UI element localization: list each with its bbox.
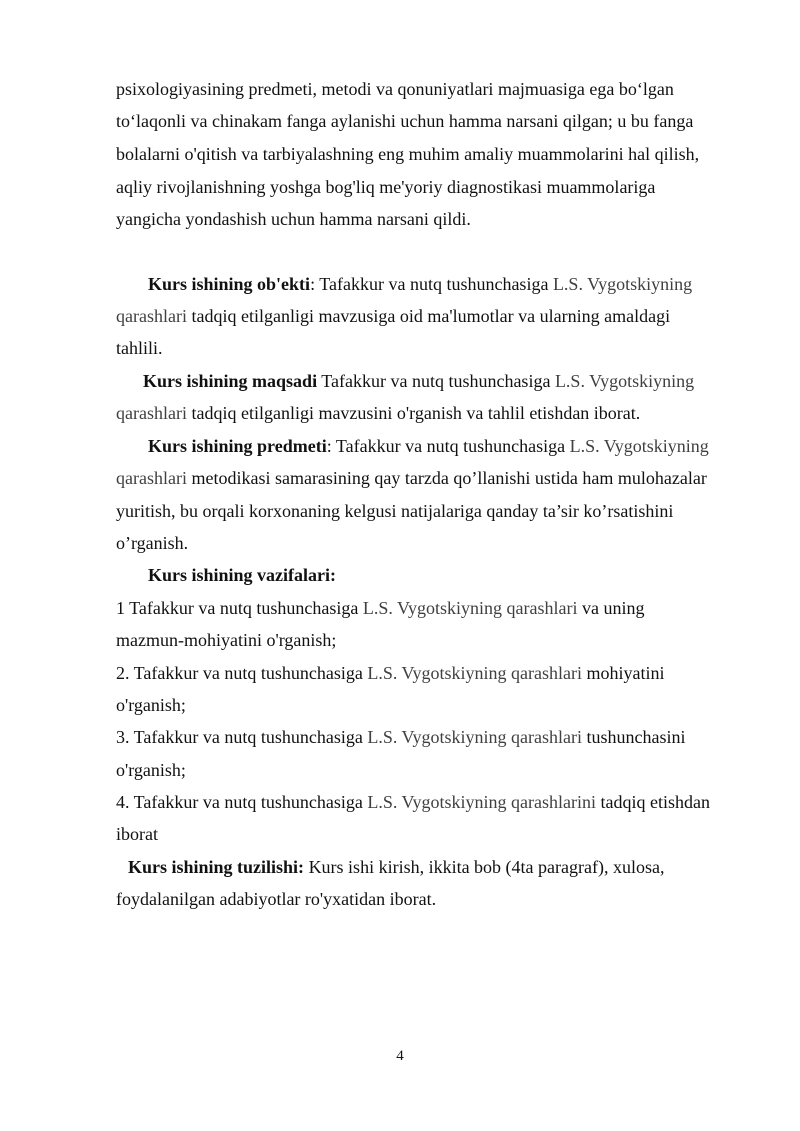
maqsadi-qarashlari: qarashlari: [116, 403, 187, 423]
predmeti-line-3: yuritish, bu orqali korxonaning kelgusi natijalariga qanday ta’sir ko’rsatishini: [116, 501, 674, 521]
predmeti-line-2: [116, 469, 707, 487]
predmeti-author: L.S. Vygotskiyning: [569, 436, 709, 456]
vazifa-3-pre: 3. Tafakkur va nutq tushunchasiga: [116, 727, 368, 747]
vazifa-4-pre: 4. Tafakkur va nutq tushunchasiga: [116, 792, 368, 812]
predmeti-line-1: [148, 437, 709, 455]
vazifalari-heading: Kurs ishining vazifalari:: [148, 565, 337, 585]
vazifa-item-4: [116, 793, 710, 811]
vazifa-3-author: L.S. Vygotskiyning qarashlari: [367, 727, 583, 747]
vazifa-item-1: [116, 599, 645, 617]
obekti-colon: :: [310, 274, 316, 294]
predmeti-colon: :: [326, 436, 332, 456]
vazifa-item-2-cont: o'rganish;: [116, 695, 186, 715]
maqsadi-line-2: [116, 404, 640, 422]
obekti-qarashlari: qarashlari: [116, 306, 187, 326]
vazifa-item-1-cont: mazmun-mohiyatini o'rganish;: [116, 630, 337, 650]
vazifa-4-author: L.S. Vygotskiyning qarashlarini: [367, 792, 597, 812]
predmeti-text-2: metodikasi samarasining qay tarzda qo’llanishi ustida ham mulohazalar: [186, 468, 707, 488]
obekti-line-1: [148, 275, 692, 293]
tuzilishi-text-1: Kurs ishi kirish, ikkita bob (4ta paragraf), xulosa,: [304, 857, 665, 877]
vazifa-2-post: mohiyatini: [582, 663, 665, 683]
obekti-line-2: [116, 307, 670, 325]
obekti-line-3: tahlili.: [116, 338, 163, 358]
vazifa-1-post: va uning: [577, 598, 645, 618]
intro-line-1: psixologiyasining predmeti, metodi va qonuniyatlari majmuasiga ega bo‘lgan: [116, 79, 674, 99]
vazifa-1-pre: 1 Tafakkur va nutq tushunchasiga: [116, 598, 363, 618]
maqsadi-text-1: Tafakkur va nutq tushunchasiga: [317, 371, 555, 391]
intro-line-2: to‘laqonli va chinakam fanga aylanishi uchun hamma narsani qilgan; u bu fanga: [116, 111, 694, 131]
intro-line-4: aqliy rivojlanishning yoshga bog'liq me'yoriy diagnostikasi muammolariga: [116, 177, 656, 197]
intro-line-3: bolalarni o'qitish va tarbiyalashning eng muhim amaliy muammolarini hal qilish,: [116, 144, 700, 164]
predmeti-label: Kurs ishining predmeti: [148, 436, 327, 456]
predmeti-qarashlari: qarashlari: [116, 468, 187, 488]
tuzilishi-line-2: foydalanilgan adabiyotlar ro'yxatidan iborat.: [116, 889, 437, 909]
page-number: 4: [396, 1048, 404, 1064]
maqsadi-label: Kurs ishining maqsadi: [143, 371, 318, 391]
tuzilishi-label: Kurs ishining tuzilishi:: [128, 857, 305, 877]
vazifa-2-author: L.S. Vygotskiyning qarashlari: [367, 663, 583, 683]
predmeti-line-4: o’rganish.: [116, 533, 189, 553]
vazifa-item-4-cont: iborat: [116, 824, 158, 844]
maqsadi-author: L.S. Vygotskiyning: [554, 371, 695, 391]
predmeti-text-1: Tafakkur va nutq tushunchasiga: [331, 436, 570, 456]
vazifa-item-3: [116, 728, 686, 746]
vazifa-2-pre: 2. Tafakkur va nutq tushunchasiga: [116, 663, 368, 683]
obekti-text-2: tadqiq etilganligi mavzusiga oid ma'lumotlar va ularning amaldagi: [186, 306, 671, 326]
maqsadi-line-1: [143, 372, 694, 390]
tuzilishi-line-1: [128, 858, 664, 876]
maqsadi-text-2: tadqiq etilganligi mavzusini o'rganish va tahlil etishdan iborat.: [186, 403, 641, 423]
obekti-label: Kurs ishining ob'ekti: [148, 274, 311, 294]
vazifa-item-3-cont: o'rganish;: [116, 760, 186, 780]
intro-line-5: yangicha yondashish uchun hamma narsani qildi.: [116, 209, 471, 229]
obekti-author: L.S. Vygotskiyning: [552, 274, 693, 294]
obekti-text-1: Tafakkur va nutq tushunchasiga: [315, 274, 553, 294]
vazifa-4-post: tadqiq etishdan: [596, 792, 710, 812]
vazifa-item-2: [116, 664, 665, 682]
vazifa-3-post: tushunchasini: [582, 727, 686, 747]
vazifa-1-author: L.S. Vygotskiyning qarashlari: [362, 598, 578, 618]
